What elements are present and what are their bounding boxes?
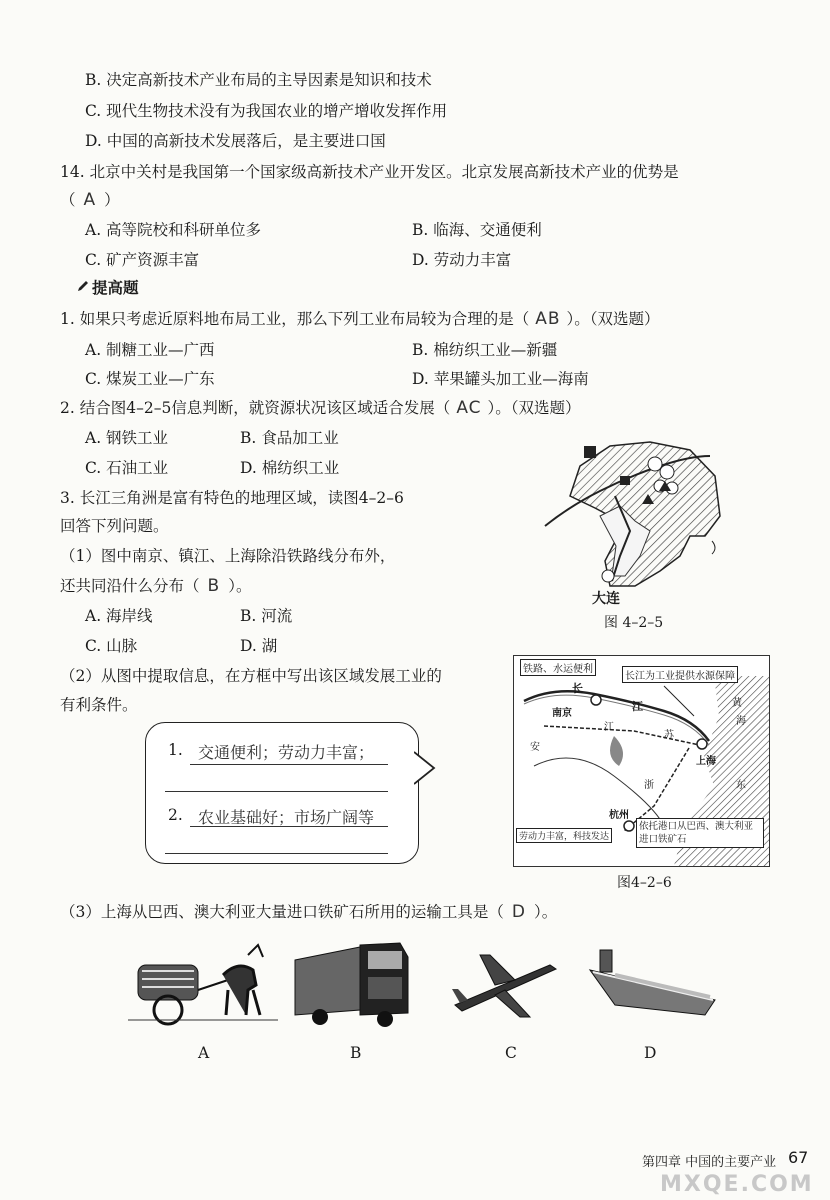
q14-answer: A [83,190,97,210]
bubble-item-2-text: 农业基础好；市场广阔等 [198,808,375,827]
q14-stem: 14. 北京中关村是我国第一个国家级高新技术产业开发区。北京发展高新技术产业的优势是 [60,163,679,181]
p2-option-d: D. 棉纺织工业 [240,459,340,477]
p1-option-c: C. 煤炭工业—广东 [85,370,215,388]
ship-icon [585,940,725,1020]
airplane-icon [450,945,560,1020]
city-hangzhou: 杭州 [609,810,629,821]
q14-option-a: A. 高等院校和科研单位多 [85,221,262,239]
p1-option-b: B. 棉纺织工业—新疆 [412,341,558,359]
p1-stem [60,307,660,329]
p3-2-stem-b: 有利条件。 [60,696,138,714]
label-water-supply: 长江为工业提供水源保障 [622,666,738,683]
figure-4-2-6-caption: 图4–2–6 [617,875,672,891]
p3-1-stem-b-text: 还共同沿什么分布（ [60,577,200,595]
label-a: A [198,1044,210,1062]
p3-1-stem-a: （1）图中南京、镇江、上海除沿铁路线分布外， [60,547,396,565]
label-c: C [505,1044,517,1062]
horse-cart-icon [128,935,278,1030]
q14-option-c: C. 矿产资源丰富 [85,251,200,269]
p3-1-option-b: B. 河流 [240,607,293,625]
bubble-item-1-text: 交通便利；劳动力丰富； [198,743,375,762]
p3-1-answer: B [207,576,221,596]
p2-tail: ）。（双选题） [487,399,581,417]
city-nanjing: 南京 [552,708,572,719]
bubble-line-4 [165,853,388,854]
p1-answer: AB [535,309,561,329]
label-b: B [350,1044,362,1062]
river-label-jiang: 江 [632,700,643,713]
p3-3-answer: D [511,902,526,922]
province-zhe: 浙 [644,780,654,791]
figure-4-2-5-caption: 图 4–2–5 [604,615,664,631]
figure-4-2-5-map [540,436,740,606]
q14-answer-line [60,188,120,210]
p2-stem [60,396,581,418]
figure-4-2-6-map [513,655,770,867]
page-number: 67 [788,1148,809,1167]
bubble-line-1 [190,764,388,765]
p3-2-stem-a: （2）从图中提取信息，在方框中写出该区域发展工业的 [60,667,442,685]
dalian-label: 大连 [592,591,620,607]
city-shanghai: 上海 [696,756,716,767]
section-title [76,276,139,298]
q14-option-b: B. 临海、交通便利 [412,221,542,239]
section-title-text: 提高题 [92,279,139,297]
option-b-prev: B. 决定高新技术产业布局的主导因素是知识和技术 [85,71,432,89]
q14-option-d: D. 劳动力丰富 [412,251,512,269]
bubble-tail [414,748,436,788]
option-c-prev: C. 现代生物技术没有为我国农业的增产增收发挥作用 [85,102,448,120]
option-d-prev: D. 中国的高新技术发展落后，是主要进口国 [85,132,386,150]
p3-1-option-d: D. 湖 [240,637,278,655]
p3-1-option-a: A. 海岸线 [85,607,153,625]
sea-dong: 东 [736,780,746,791]
label-import: 依托港口从巴西、澳大利亚进口铁矿石 [636,818,764,848]
p2-answer: AC [456,398,482,418]
sea-hai: 海 [736,716,746,727]
chapter-footer: 第四章 中国的主要产业 [642,1155,777,1170]
p1-tail: ）。（双选题） [566,310,660,328]
p2-option-c: C. 石油工业 [85,459,169,477]
bubble-item-1-number: 1. [168,741,183,759]
sea-huang: 黄 [732,698,742,709]
truck-icon [290,935,420,1030]
province-an: 安 [530,742,540,753]
label-rail-water: 铁路、水运便利 [520,659,596,676]
label-labor: 劳动力丰富，科技发达 [516,828,612,843]
watermark: MXQE.COM [660,1172,814,1197]
p1-stem-text: 1. 如果只考虑近原料地布局工业，那么下列工业布局较为合理的是（ [60,310,530,328]
p1-option-a: A. 制糖工业—广西 [85,341,215,359]
bubble-item-2-number: 2. [168,806,183,824]
p3-1-stem-b [60,574,251,596]
paren-open: （ [60,191,76,209]
paren-close: ） [104,191,120,209]
p1-option-d: D. 苹果罐头加工业—海南 [412,370,589,388]
p3-1-tail: ）。 [228,577,252,595]
p3-stem-2: 回答下列问题。 [60,517,169,535]
province-jiang: 江 [604,722,614,733]
river-label-chang: 长 [572,682,583,695]
p3-stem-1: 3. 长江三角洲是富有特色的地理区域，读图4–2–6 [60,489,404,507]
province-su: 苏 [664,730,674,741]
p3-1-option-c: C. 山脉 [85,637,138,655]
bubble-line-3 [190,826,388,827]
p2-stem-text: 2. 结合图4–2–5信息判断，就资源状况该区域适合发展（ [60,399,451,417]
bubble-line-2 [165,791,388,792]
pencil-icon [76,279,92,297]
p3-3-tail: ）。 [533,903,558,921]
p3-3-stem [60,900,557,922]
p2-option-a: A. 钢铁工业 [85,429,169,447]
p3-3-stem-text: （3）上海从巴西、澳大利亚大量进口铁矿石所用的运输工具是（ [60,903,504,921]
label-d: D [644,1044,657,1062]
p2-option-b: B. 食品加工业 [240,429,339,447]
